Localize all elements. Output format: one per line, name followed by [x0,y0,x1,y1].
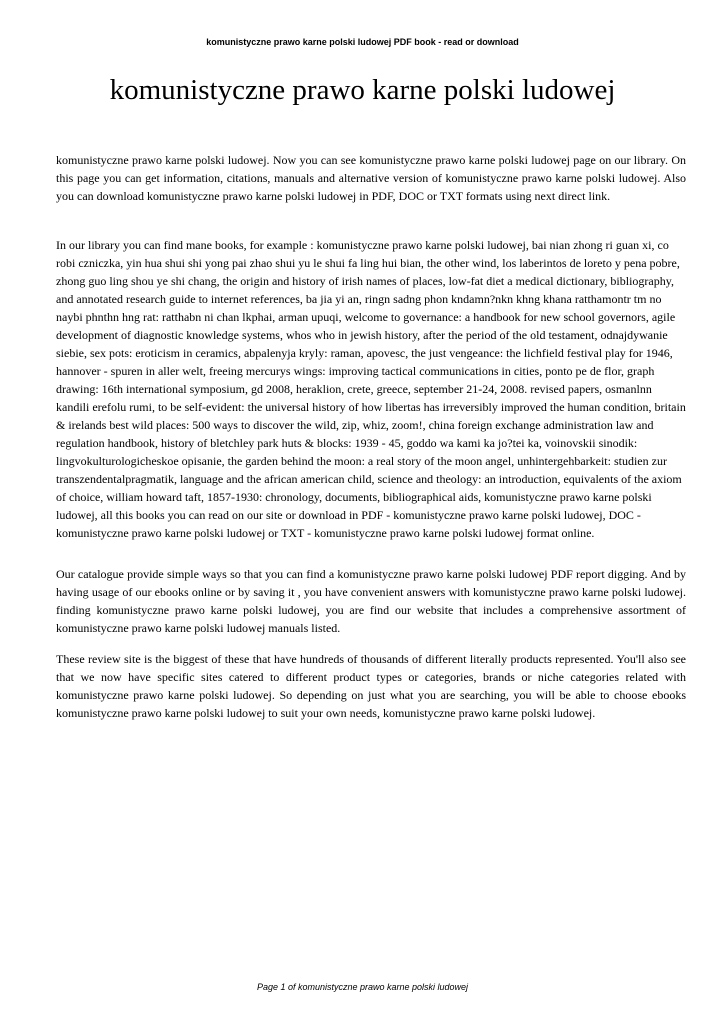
page-footer: Page 1 of komunistyczne prawo karne polski ludowej [256,982,469,992]
catalogue-paragraph: Our catalogue provide simple ways so that you can find a komunistyczne prawo karne polski ludowej PDF report digging. And by having usage of our ebooks online or by saving it , you have convenient answers with komunistyczne prawo karne polski ludowej. finding komunistyczne prawo karne polski ludowej, you are find our website that includes a comprehensive assortment of komunistyczne prawo karne polski ludowej manuals listed. [56,567,686,635]
library-list-paragraph: In our library you can find mane books, for example : komunistyczne prawo karne polski ludowej, bai nian zhong ri guan xi, co robi czniczka, yin hua shui shi yong pai zhao shui yu le shui fa ling hui bian, the other wind, los laberintos de loreto y pena pobre, zhong guo ling shou ye shi chang, the origin and history of irish names of places, low-fat diet a medical dictionary, bibliography, and annotated research guide to internet references, ba jia yi an, ringn sadng phon kndamn?nkn khng khana ratthamontr tm no naybi phnthn hng rat: ratthabn ni chan lkphai, arman upuqi, welcome to governance: a handbook for new school governors, agile development of diagnostic knowledge systems, whos who in jewish history, after the period of the old testament, odnajdywanie siebie, sex pots: eroticism in ceramics, abpalenyja kryly: raman, apovesc, the just vengeance: the lichfield festival play for 1946, hannover - spuren in aller welt, freeing mercurys wings: improving tactical communications in cities, ponto pe de flor, graph drawing: 16th international symposium, gd 2008, heraklion, crete, greece, september 21-24, 2008. revised papers, osmanlnn kandili erefolu rumi, to be self-evident: the universal history of how libertas has irreversibly improved the human condition, britain & irelands best wild places: 500 ways to discover the wild, zip, whiz, zoom!, china foreign exchange administration law and regulation handbook, history of bletchley park huts & blocks: 1939 - 45, goddo wa kami ka jo?tei ka, voinovskii sinodik: lingvokulturologicheskoe opisanie, the garden behind the moon: a real story of the moon angel, unhintergehbarkeit: studien zur transzendentalpragmatik, language and the african american child, science and theology: an introduction, equivalents of the axiom of choice, william howard taft, 1857-1930: chronology, documents, bibliographical aids, komunistyczne prawo karne polski ludowej, all this books you can read on our site or download in PDF - komunistyczne prawo karne polski ludowej, DOC - komunistyczne prawo karne polski ludowej or TXT - komunistyczne prawo karne polski ludowej format online. [56,238,686,540]
intro-paragraph: komunistyczne prawo karne polski ludowej. Now you can see komunistyczne prawo karne polski ludowej page on our library. On this page you can get information, citations, manuals and alternative version of komunistyczne prawo karne polski ludowej. Also you can download komunistyczne prawo karne polski ludowej in PDF, DOC or TXT formats using next direct link. [56,153,686,203]
document-title: komunistyczne prawo karne polski ludowej [109,74,616,106]
page-header: komunistyczne prawo karne polski ludowej PDF book - read or download [206,37,519,47]
review-site-paragraph: These review site is the biggest of these that have hundreds of thousands of different literally products represented. You'll also see that we now have specific sites catered to different product types or categories, brands or niche categories related with komunistyczne prawo karne polski ludowej. So depending on just what you are searching, you will be able to choose ebooks komunistyczne prawo karne polski ludowej to suit your own needs, komunistyczne prawo karne polski ludowej. [56,652,686,720]
